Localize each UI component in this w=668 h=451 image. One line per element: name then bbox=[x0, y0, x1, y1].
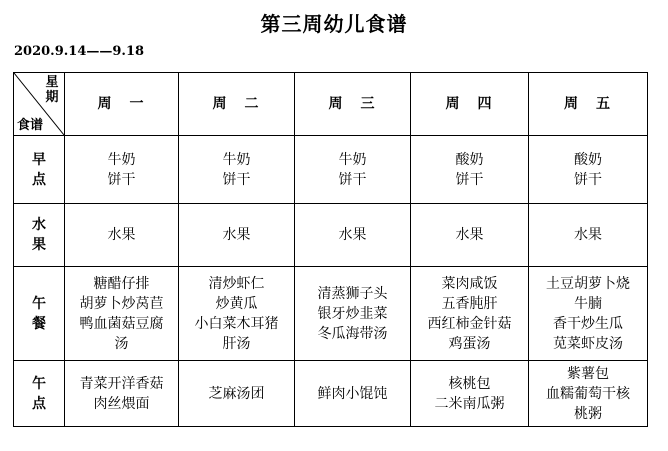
dish: 饼干 bbox=[222, 171, 251, 188]
dish: 牛奶 bbox=[222, 151, 251, 168]
menu-cell bbox=[295, 361, 411, 427]
dish: 胡萝卜炒莴苣 bbox=[79, 295, 164, 312]
row-label-line: 午 bbox=[32, 295, 46, 312]
dish: 清炒虾仁 bbox=[208, 275, 265, 292]
day-header-fri: 周 五 bbox=[529, 73, 648, 136]
row-label-snack bbox=[14, 361, 65, 427]
day-header-tue: 周 二 bbox=[179, 73, 295, 136]
corner-top-line: 期 bbox=[45, 90, 59, 105]
table-row bbox=[14, 204, 648, 267]
dish: 水果 bbox=[222, 227, 251, 243]
dish: 土豆胡萝卜烧 bbox=[546, 275, 630, 292]
row-label-breakfast bbox=[14, 136, 65, 204]
dish: 肝汤 bbox=[222, 335, 251, 352]
menu-cell bbox=[65, 204, 179, 267]
dish: 水果 bbox=[574, 227, 602, 243]
dish: 二米南瓜粥 bbox=[434, 395, 505, 412]
corner-menu-label: 食谱 bbox=[17, 118, 44, 133]
dish: 小白菜木耳猪 bbox=[194, 315, 279, 332]
menu-cell bbox=[179, 204, 295, 267]
menu-cell bbox=[411, 136, 529, 204]
dish: 清蒸狮子头 bbox=[317, 285, 388, 302]
row-label-line: 餐 bbox=[32, 315, 46, 332]
row-label-fruit bbox=[14, 204, 65, 267]
corner-cell bbox=[14, 73, 65, 136]
menu-cell bbox=[529, 361, 648, 427]
dish: 核桃包 bbox=[448, 375, 491, 392]
menu-cell bbox=[179, 267, 295, 361]
dish: 紫薯包 bbox=[567, 365, 609, 382]
menu-cell bbox=[529, 204, 648, 267]
dish: 饼干 bbox=[455, 171, 484, 188]
dish: 炒黄瓜 bbox=[215, 295, 258, 312]
dish: 水果 bbox=[107, 227, 136, 243]
dish: 汤 bbox=[114, 335, 129, 352]
dish: 菜肉咸饭 bbox=[441, 275, 498, 292]
row-label-line: 点 bbox=[32, 395, 46, 412]
day-header-wed: 周 三 bbox=[295, 73, 411, 136]
table-row bbox=[14, 136, 648, 204]
header-row bbox=[14, 73, 648, 136]
corner-weekday-label bbox=[44, 75, 60, 105]
dish: 饼干 bbox=[338, 171, 367, 188]
date-range: 2020.9.14——9.18 bbox=[14, 44, 145, 59]
menu-cell bbox=[411, 361, 529, 427]
menu-table bbox=[13, 72, 648, 427]
dish: 水果 bbox=[455, 227, 484, 243]
dish: 苋菜虾皮汤 bbox=[553, 335, 623, 352]
dish: 血糯葡萄干核 bbox=[546, 385, 630, 402]
day-header-mon: 周 一 bbox=[65, 73, 179, 136]
day-header-thu: 周 四 bbox=[411, 73, 529, 136]
dish: 水果 bbox=[338, 227, 367, 243]
dish: 银牙炒韭菜 bbox=[317, 305, 388, 322]
dish: 香干炒生瓜 bbox=[553, 315, 623, 332]
menu-cell bbox=[65, 136, 179, 204]
menu-cell bbox=[295, 204, 411, 267]
row-label-line: 午 bbox=[32, 375, 46, 392]
dish: 鸡蛋汤 bbox=[448, 335, 491, 352]
dish: 芝麻汤团 bbox=[208, 385, 265, 402]
menu-cell bbox=[179, 361, 295, 427]
dish: 鲜肉小馄饨 bbox=[317, 385, 388, 402]
dish: 鸭血菌菇豆腐 bbox=[79, 315, 164, 332]
table-row bbox=[14, 267, 648, 361]
dish: 糖醋仔排 bbox=[93, 275, 150, 292]
dish: 牛奶 bbox=[107, 151, 136, 168]
dish: 青菜开洋香菇 bbox=[79, 375, 164, 392]
dish: 桃粥 bbox=[574, 405, 602, 422]
row-label-line: 点 bbox=[32, 171, 46, 188]
menu-cell bbox=[295, 267, 411, 361]
dish: 冬瓜海带汤 bbox=[317, 325, 388, 342]
dish: 牛奶 bbox=[338, 151, 367, 168]
dish: 肉丝煨面 bbox=[93, 395, 150, 412]
dish: 酸奶 bbox=[574, 151, 602, 168]
dish: 酸奶 bbox=[455, 151, 484, 168]
dish: 牛腩 bbox=[574, 295, 602, 312]
menu-cell bbox=[179, 136, 295, 204]
table-row bbox=[14, 361, 648, 427]
row-label-line: 果 bbox=[32, 237, 46, 253]
dish: 西红柿金针菇 bbox=[427, 315, 512, 332]
page-title: 第三周幼儿食谱 bbox=[260, 12, 408, 36]
row-label-line: 水 bbox=[32, 217, 46, 233]
menu-cell bbox=[529, 136, 648, 204]
menu-cell bbox=[65, 361, 179, 427]
dish: 饼干 bbox=[107, 171, 136, 188]
row-label-line: 早 bbox=[32, 151, 46, 168]
menu-cell bbox=[411, 267, 529, 361]
dish: 五香肫肝 bbox=[441, 295, 498, 312]
menu-cell bbox=[411, 204, 529, 267]
menu-cell bbox=[295, 136, 411, 204]
menu-cell bbox=[65, 267, 179, 361]
menu-cell bbox=[529, 267, 648, 361]
corner-top-line: 星 bbox=[45, 75, 59, 90]
row-label-lunch bbox=[14, 267, 65, 361]
dish: 饼干 bbox=[574, 171, 602, 188]
